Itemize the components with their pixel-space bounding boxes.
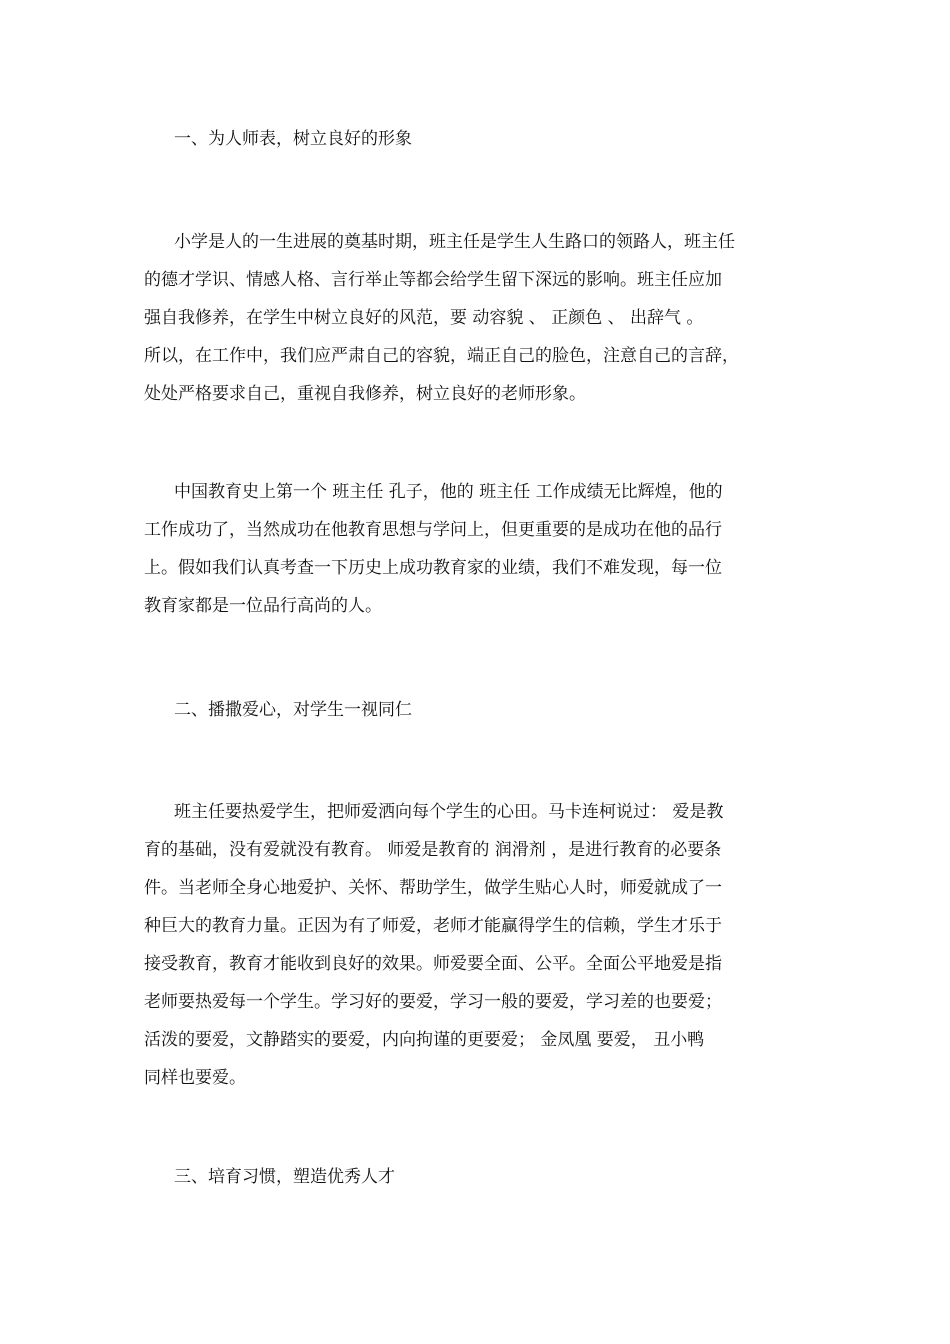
section-heading-1: 一、为人师表，树立良好的形象 xyxy=(174,129,412,149)
paragraph-line: 种巨大的教育力量。正因为有了师爱，老师才能赢得学生的信赖，学生才乐于 xyxy=(144,916,722,936)
paragraph-line: 小学是人的一生进展的奠基时期，班主任是学生人生路口的领路人，班主任 xyxy=(174,232,735,252)
paragraph-1 xyxy=(144,223,824,413)
paragraph-line: 育的基础，没有爱就没有教育。 师爱是教育的 润滑剂 ，是进行教育的必要条 xyxy=(144,840,722,860)
section-heading-3: 三、培育习惯，塑造优秀人才 xyxy=(174,1167,395,1187)
paragraph-line: 同样也要爱。 xyxy=(144,1068,246,1088)
paragraph-line: 老师要热爱每一个学生。学习好的要爱，学习一般的要爱，学习差的也要爱； xyxy=(144,992,722,1012)
paragraph-3 xyxy=(144,793,824,1097)
paragraph-line: 上。假如我们认真考查一下历史上成功教育家的业绩，我们不难发现，每一位 xyxy=(144,558,722,578)
paragraph-line: 中国教育史上第一个 班主任 孔子，他的 班主任 工作成绩无比辉煌，他的 xyxy=(174,482,723,502)
paragraph-line: 强自我修养，在学生中树立良好的风范，要 动容貌 、 正颜色 、 出辞气 。 xyxy=(144,308,704,328)
paragraph-line: 班主任要热爱学生，把师爱洒向每个学生的心田。马卡连柯说过： 爱是教 xyxy=(174,802,724,822)
paragraph-line: 教育家都是一位品行高尚的人。 xyxy=(144,596,382,616)
paragraph-line: 接受教育，教育才能收到良好的效果。师爱要全面、公平。全面公平地爱是指 xyxy=(144,954,722,974)
paragraph-line: 的德才学识、情感人格、言行举止等都会给学生留下深远的影响。班主任应加 xyxy=(144,270,722,290)
paragraph-line: 工作成功了，当然成功在他教育思想与学问上，但更重要的是成功在他的品行 xyxy=(144,520,722,540)
paragraph-line: 件。当老师全身心地爱护、关怀、帮助学生，做学生贴心人时，师爱就成了一 xyxy=(144,878,722,898)
section-heading-2: 二、播撒爱心，对学生一视同仁 xyxy=(174,700,412,720)
paragraph-line: 处处严格要求自己，重视自我修养，树立良好的老师形象。 xyxy=(144,384,586,404)
paragraph-2 xyxy=(144,473,824,625)
paragraph-line: 所以，在工作中，我们应严肃自己的容貌，端正自己的脸色，注意自己的言辞， xyxy=(144,346,739,366)
paragraph-line: 活泼的要爱，文静踏实的要爱，内向拘谨的更要爱； 金凤凰 要爱， 丑小鸭 xyxy=(144,1030,705,1050)
